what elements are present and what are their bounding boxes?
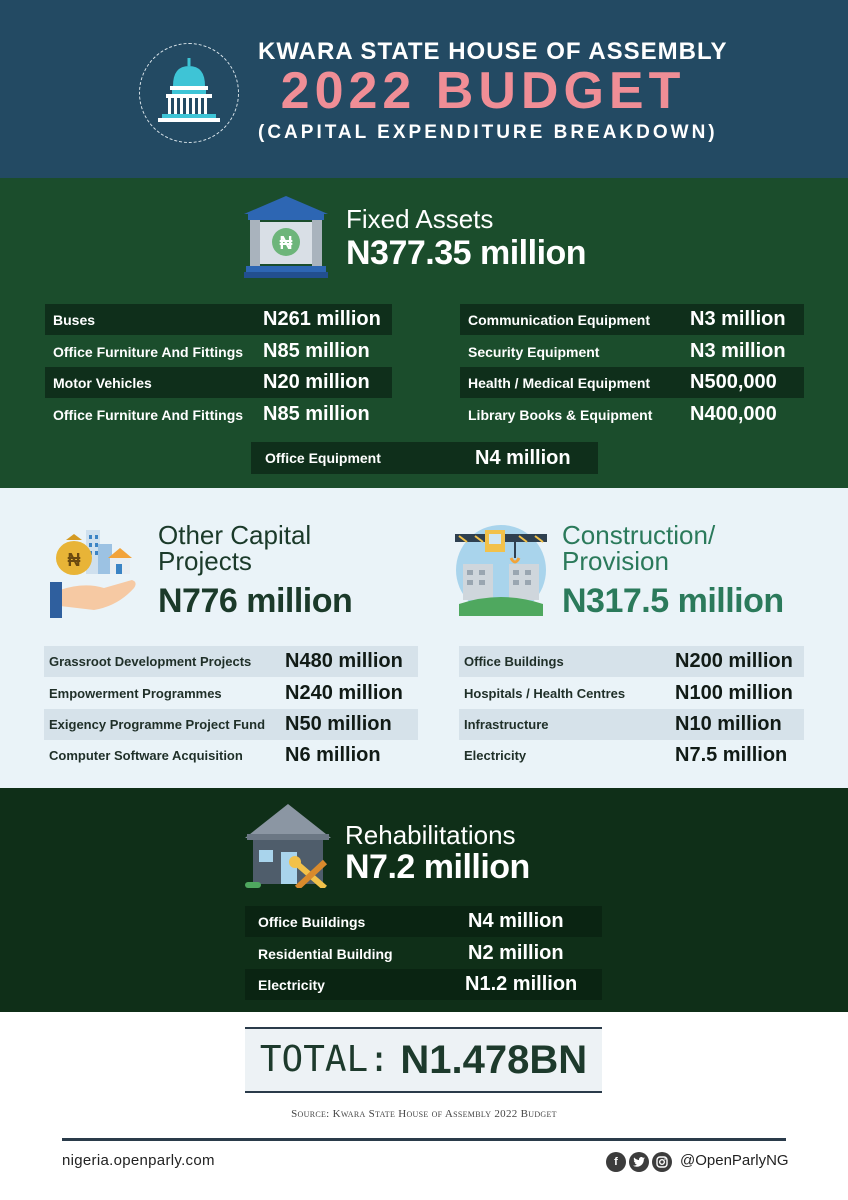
row-label: Computer Software Acquisition <box>49 748 243 763</box>
rehabilitations-label: Rehabilitations <box>345 820 516 850</box>
other-capital-label <box>158 522 311 574</box>
row-label: Office Buildings <box>258 913 366 930</box>
svg-text:₦: ₦ <box>279 233 293 253</box>
row-value: N85 million <box>263 403 370 425</box>
construction-row-infrastructure <box>459 709 804 740</box>
row-value: N20 million <box>263 371 370 393</box>
other-row-exigency <box>44 709 418 740</box>
row-label: Residential Building <box>258 945 393 962</box>
header-paren: (CAPITAL EXPENDITURE BREAKDOWN) <box>258 122 718 143</box>
row-label: Security Equipment <box>468 343 600 360</box>
row-label: Hospitals / Health Centres <box>464 686 626 701</box>
total-box <box>245 1027 602 1093</box>
fixed-assets-label: Fixed Assets <box>346 204 494 234</box>
row-label: Office Equipment <box>265 450 381 466</box>
row-label: Grassroot Development Projects <box>49 654 252 669</box>
construction-label-line1: Construction/ <box>562 520 716 550</box>
fixed-row-health <box>460 367 804 398</box>
row-label: Office Furniture And Fittings <box>53 406 244 423</box>
total-value: N1.478BN <box>400 1038 588 1082</box>
header-title: 2022 BUDGET <box>280 62 686 120</box>
social-icons <box>606 1152 675 1172</box>
row-label: Infrastructure <box>464 717 549 732</box>
fixed-row-security <box>460 336 804 367</box>
row-value: N200 million <box>675 650 793 672</box>
row-value: N100 million <box>675 682 793 704</box>
total-label: TOTAL: <box>259 1039 390 1080</box>
row-label: Communication Equipment <box>468 311 650 328</box>
facebook-icon[interactable]: f <box>606 1152 626 1172</box>
money-hand-icon <box>44 526 140 620</box>
bank-icon <box>244 196 328 278</box>
row-label: Motor Vehicles <box>53 374 152 391</box>
row-value: N4 million <box>475 446 571 469</box>
fixed-row-furniture <box>45 336 392 367</box>
row-label: Empowerment Programmes <box>49 686 222 701</box>
footer-divider <box>62 1138 786 1141</box>
row-label: Office Buildings <box>464 654 564 669</box>
row-label: Exigency Programme Project Fund <box>49 717 266 732</box>
construction-row-hospitals <box>459 678 804 709</box>
row-value: N50 million <box>285 713 392 735</box>
row-value: N240 million <box>285 682 403 704</box>
rehab-row-residential <box>245 938 602 969</box>
rehab-row-office <box>245 906 602 937</box>
row-value: N1.2 million <box>465 973 578 995</box>
row-value: N261 million <box>263 308 381 330</box>
fixed-row-library <box>460 399 804 430</box>
row-label: Office Furniture And Fittings <box>53 343 244 360</box>
row-value: N3 million <box>690 340 786 362</box>
crane-icon <box>455 524 547 616</box>
row-label: Health / Medical Equipment <box>468 374 651 391</box>
row-label: Electricity <box>258 976 325 993</box>
construction-amount: N317.5 million <box>562 582 784 620</box>
fixed-row-furniture-2 <box>45 399 392 430</box>
logo-badge <box>139 43 239 143</box>
other-construction-section <box>0 488 848 788</box>
construction-label <box>562 522 715 574</box>
row-value: N480 million <box>285 650 403 672</box>
capitol-icon <box>158 58 220 124</box>
social-handle[interactable]: @OpenParlyNG <box>680 1152 789 1169</box>
website-link[interactable]: nigeria.openparly.com <box>62 1152 215 1169</box>
row-value: N7.5 million <box>675 744 788 766</box>
row-value: N400,000 <box>690 403 777 425</box>
fixed-row-communication <box>460 304 804 335</box>
construction-row-office <box>459 646 804 677</box>
house-repair-icon <box>245 804 331 888</box>
row-label: Library Books & Equipment <box>468 406 653 423</box>
other-capital-label-line1: Other Capital <box>158 520 312 550</box>
fixed-row-office-equipment <box>251 442 598 474</box>
other-row-empowerment <box>44 678 418 709</box>
header-banner <box>0 0 848 178</box>
fixed-assets-amount: N377.35 million <box>346 234 587 272</box>
twitter-icon[interactable] <box>629 1152 649 1172</box>
other-row-software <box>44 740 418 771</box>
row-label: Electricity <box>464 748 527 763</box>
rehab-row-electricity <box>245 969 602 1000</box>
construction-row-electricity <box>459 740 804 771</box>
other-row-grassroot <box>44 646 418 677</box>
other-capital-amount: N776 million <box>158 582 353 620</box>
row-value: N6 million <box>285 744 381 766</box>
construction-label-line2: Provision <box>562 546 669 576</box>
row-value: N2 million <box>468 942 564 964</box>
row-value: N10 million <box>675 713 782 735</box>
instagram-icon[interactable] <box>652 1152 672 1172</box>
header-subtitle: KWARA STATE HOUSE OF ASSEMBLY <box>258 38 728 65</box>
row-value: N4 million <box>468 910 564 932</box>
row-label: Buses <box>53 311 96 328</box>
rehabilitations-section <box>0 788 848 1012</box>
fixed-row-buses <box>45 304 392 335</box>
other-capital-label-line2: Projects <box>158 546 252 576</box>
svg-text:₦: ₦ <box>67 550 81 570</box>
source-note: Source: Kwara State House of Assembly 2022 Budget <box>291 1108 557 1120</box>
fixed-row-motor-vehicles <box>45 367 392 398</box>
row-value: N500,000 <box>690 371 777 393</box>
row-value: N3 million <box>690 308 786 330</box>
row-value: N85 million <box>263 340 370 362</box>
rehabilitations-amount: N7.2 million <box>345 848 530 886</box>
fixed-assets-section <box>0 178 848 488</box>
